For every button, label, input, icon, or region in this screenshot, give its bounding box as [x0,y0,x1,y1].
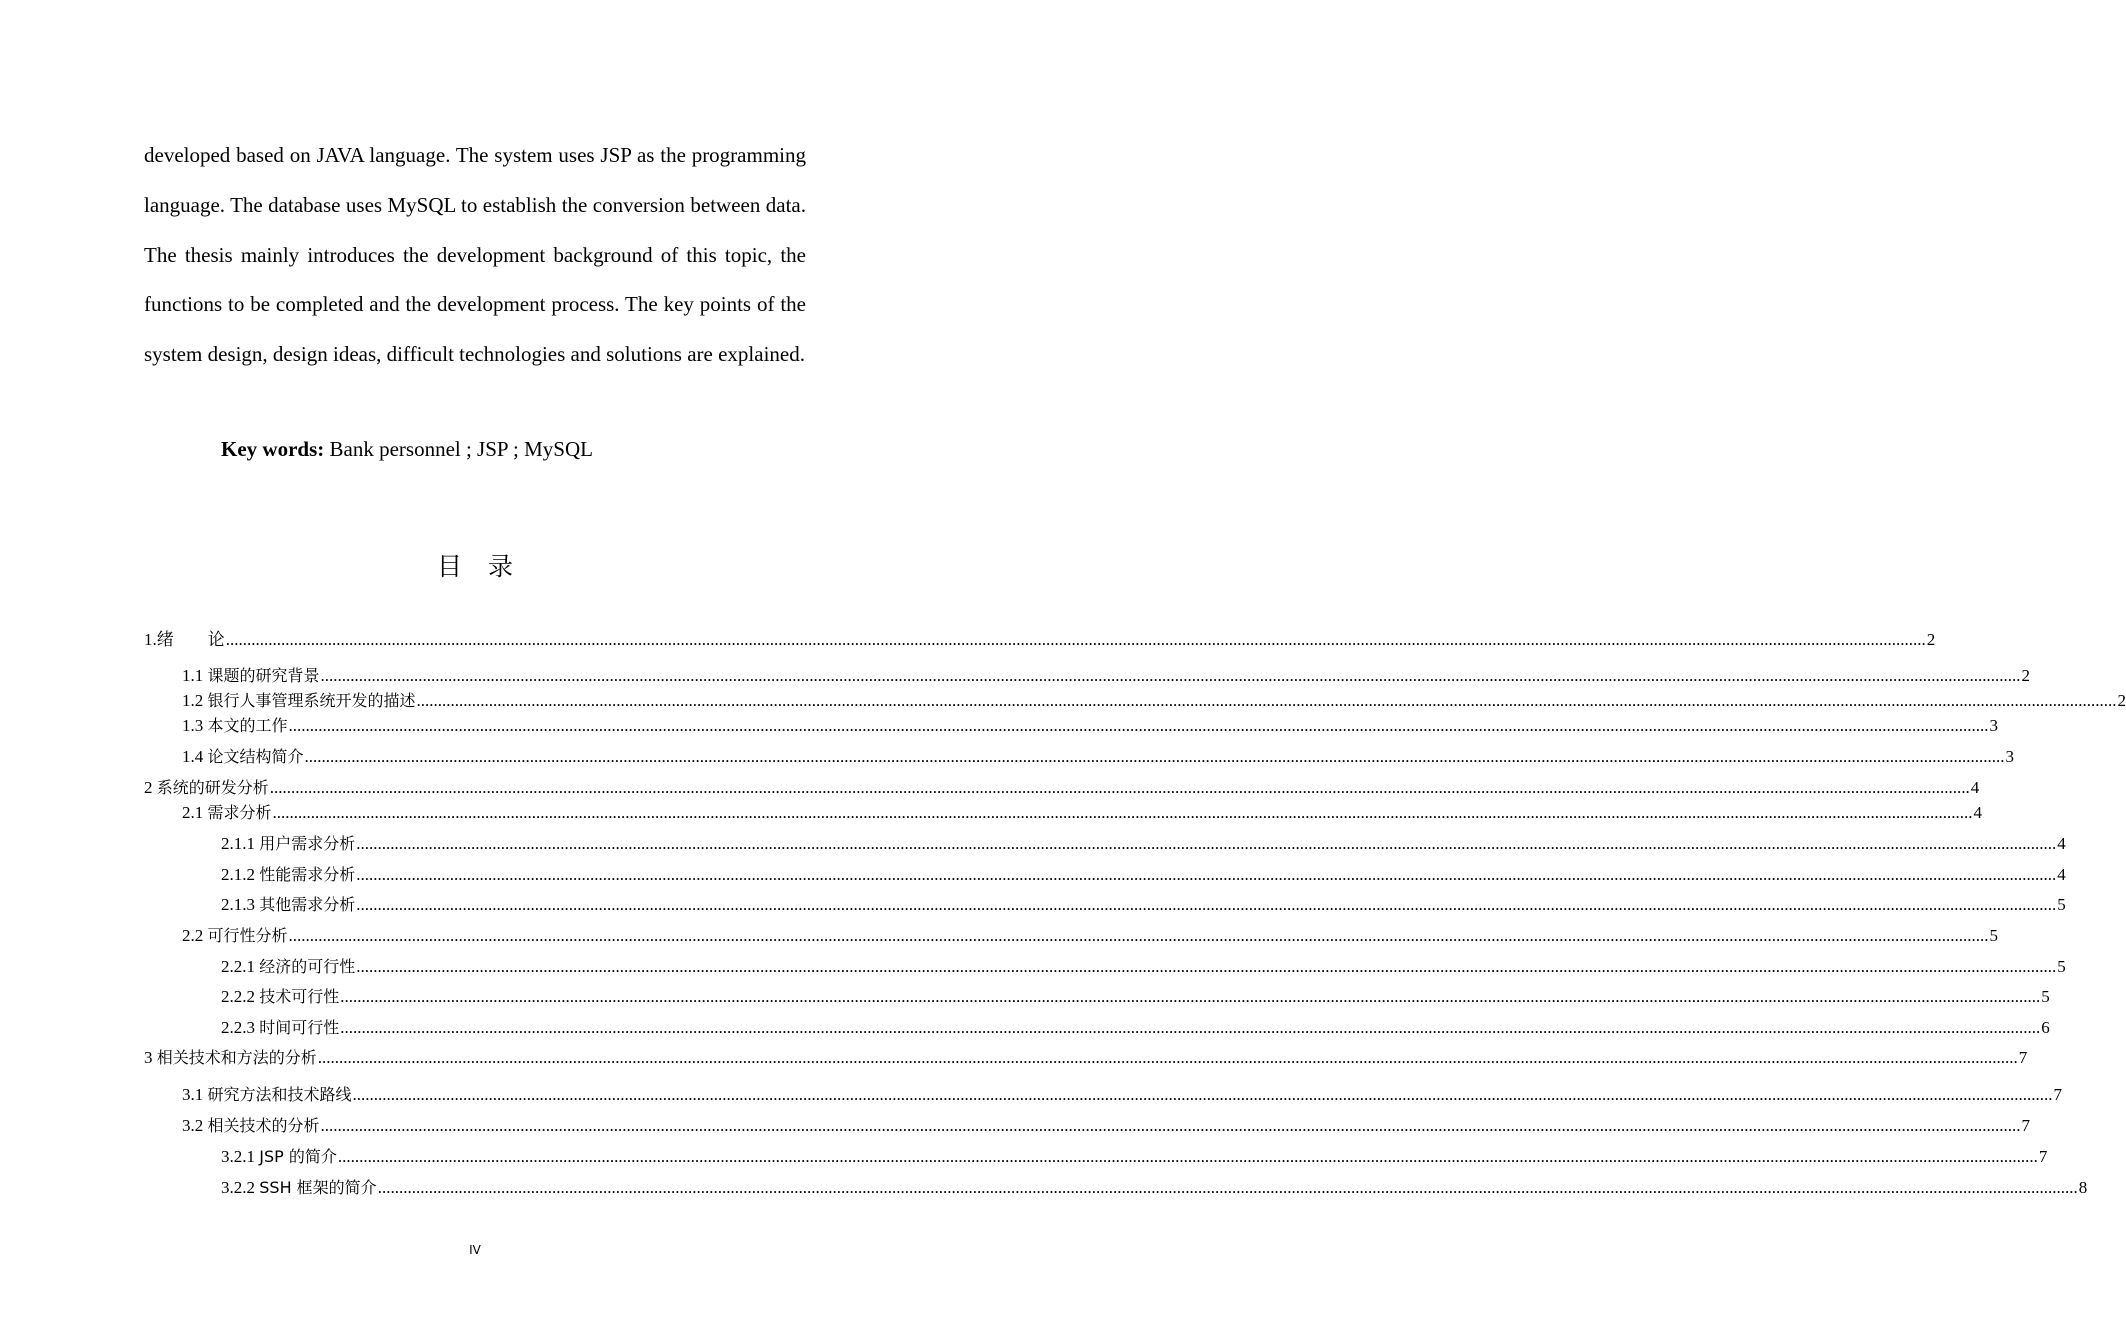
toc-entry-text: 其他需求分析 [259,895,356,914]
toc-leader-dots: ................................................................................................................................................................................................................................................................................................................................................................................................................ [356,834,2057,853]
toc-entry[interactable] [182,925,1999,947]
toc-entry-page: 4 [1970,778,1980,797]
toc-leader-dots: ................................................................................................................................................................................................................................................................................................................................................................................................................ [352,1085,2053,1104]
toc-entry-page: 2 [1926,630,1936,649]
toc-leader-dots: ................................................................................................................................................................................................................................................................................................................................................................................................................ [340,1018,2041,1037]
toc-entry-page: 2 [2021,666,2031,685]
toc-entry-text: 本文的工作 [207,716,288,735]
toc-entry[interactable] [182,665,2031,687]
toc-entry[interactable] [182,1084,2063,1106]
toc-entry[interactable] [182,715,1999,737]
toc-entry[interactable] [182,1115,2031,1137]
toc-leader-dots: ................................................................................................................................................................................................................................................................................................................................................................................................................ [320,666,2021,685]
toc-entry-text: 性能需求分析 [259,865,356,884]
toc-leader-dots: ................................................................................................................................................................................................................................................................................................................................................................................................................ [337,1147,2038,1166]
toc-leader-dots: ................................................................................................................................................................................................................................................................................................................................................................................................................ [340,987,2041,1006]
keywords-label: Key words: [221,437,325,461]
abstract-text: developed based on JAVA language. The system uses JSP as the programming language. The database uses MySQL to establish the conversion between data. The thesis mainly introduces the development background of this topic, the functions to be completed and the development process. The key points of the system design, design ideas, difficult technologies and solutions are explained. [144,143,806,367]
toc-leader-dots: ................................................................................................................................................................................................................................................................................................................................................................................................................ [377,1178,2078,1197]
toc-entry-page: 6 [2041,1018,2050,1037]
toc-entry-number: 2.1.2 [221,865,260,884]
toc-entry[interactable] [221,833,2066,855]
toc-entry-number: 2.1.1 [221,834,260,853]
toc-entry-number: 3.2 [182,1116,208,1135]
toc-entry-number: 3 [144,1048,157,1067]
toc-entry-number: 2.2.3 [221,1018,260,1037]
toc-entry-text: 相关技术和方法的分析 [156,1048,317,1067]
toc-entry-page: 4 [2057,865,2066,884]
toc-entry-page: 7 [2038,1147,2048,1166]
toc-entry-number: 2.1.3 [221,895,260,914]
toc-entry[interactable] [221,956,2066,978]
toc-entry-number: 2.2.1 [221,957,260,976]
toc-entry-text: 绪 论 [156,630,225,650]
toc-entry-page: 4 [1973,803,1983,822]
toc-leader-dots: ................................................................................................................................................................................................................................................................................................................................................................................................................ [416,691,2117,710]
toc-entry[interactable] [221,864,2066,886]
toc-entry-text: 研究方法和技术路线 [207,1085,352,1104]
toc-entry-number: 2 [144,778,157,797]
toc-entry-text: 需求分析 [207,803,272,822]
toc-entry-text: 相关技术的分析 [207,1116,320,1135]
toc-entry[interactable] [182,746,2015,768]
toc-entry[interactable] [182,690,2126,712]
toc-entry[interactable] [221,1017,2050,1039]
toc-entry[interactable] [144,629,1936,651]
toc-entry-text: 技术可行性 [259,987,340,1006]
toc-entry-page: 7 [2053,1085,2063,1104]
page-number: IV [469,1243,481,1257]
toc-entry-page: 7 [2018,1048,2028,1067]
toc-entry-number: 1.3 [182,716,208,735]
toc-entry-number: 2.2.2 [221,987,260,1006]
toc-entry[interactable] [221,1146,2048,1168]
keywords-value: Bank personnel ; JSP ; MySQL [324,437,593,461]
toc-entry-page: 7 [2021,1116,2031,1135]
toc-leader-dots: ................................................................................................................................................................................................................................................................................................................................................................................................................ [356,865,2057,884]
toc-leader-dots: ................................................................................................................................................................................................................................................................................................................................................................................................................ [288,926,1989,945]
toc-leader-dots: ................................................................................................................................................................................................................................................................................................................................................................................................................ [225,630,1926,649]
toc-entry-page: 5 [2057,957,2066,976]
toc-entry-page: 3 [1989,716,1999,735]
toc-entry-number: 1. [144,630,157,649]
toc-title: 目录 [436,552,539,581]
toc-leader-dots: ................................................................................................................................................................................................................................................................................................................................................................................................................ [317,1048,2018,1067]
toc-entry-page: 3 [2005,747,2015,766]
toc-entry-page: 2 [2117,691,2126,710]
toc-entry-number: 2.1 [182,803,208,822]
toc-entry[interactable] [221,986,2050,1008]
toc-entry-page: 4 [2057,834,2066,853]
toc-entry-number: 1.1 [182,666,208,685]
toc-entry[interactable] [221,894,2066,916]
toc-entry-number: 3.1 [182,1085,208,1104]
toc-entry[interactable] [144,1047,2028,1069]
toc-entry-text: JSP 的简介 [259,1147,337,1166]
toc-entry-text: 课题的研究背景 [207,666,320,685]
toc-entry-text: 时间可行性 [259,1018,340,1037]
toc-entry-page: 8 [2078,1178,2088,1197]
toc-entry[interactable] [144,777,1980,799]
toc-entry-page: 5 [1989,926,1999,945]
toc-entry-number: 2.2 [182,926,208,945]
toc-leader-dots: ................................................................................................................................................................................................................................................................................................................................................................................................................ [356,957,2057,976]
toc-entry-text: SSH 框架的简介 [259,1178,377,1197]
toc-entry-page: 5 [2057,895,2066,914]
toc-entry-text: 用户需求分析 [259,834,356,853]
toc-entry[interactable] [221,1177,2088,1199]
toc-leader-dots: ................................................................................................................................................................................................................................................................................................................................................................................................................ [320,1116,2021,1135]
toc-leader-dots: ................................................................................................................................................................................................................................................................................................................................................................................................................ [304,747,2005,766]
toc-entry-page: 5 [2041,987,2050,1006]
toc-entry-text: 经济的可行性 [259,957,356,976]
toc-entry-text: 银行人事管理系统开发的描述 [207,691,416,710]
toc-entry-number: 1.4 [182,747,208,766]
toc-entry-text: 系统的研发分析 [156,778,269,797]
toc-entry-number: 3.2.1 [221,1147,260,1166]
toc-leader-dots: ................................................................................................................................................................................................................................................................................................................................................................................................................ [272,803,1973,822]
toc-entry[interactable] [182,802,1983,824]
toc-entry-number: 3.2.2 [221,1178,260,1197]
toc-entry-text: 可行性分析 [207,926,288,945]
toc-leader-dots: ................................................................................................................................................................................................................................................................................................................................................................................................................ [356,895,2057,914]
toc-entry-text: 论文结构简介 [207,747,304,766]
toc-leader-dots: ................................................................................................................................................................................................................................................................................................................................................................................................................ [288,716,1989,735]
toc-leader-dots: ................................................................................................................................................................................................................................................................................................................................................................................................................ [269,778,1970,797]
toc-entry-number: 1.2 [182,691,208,710]
